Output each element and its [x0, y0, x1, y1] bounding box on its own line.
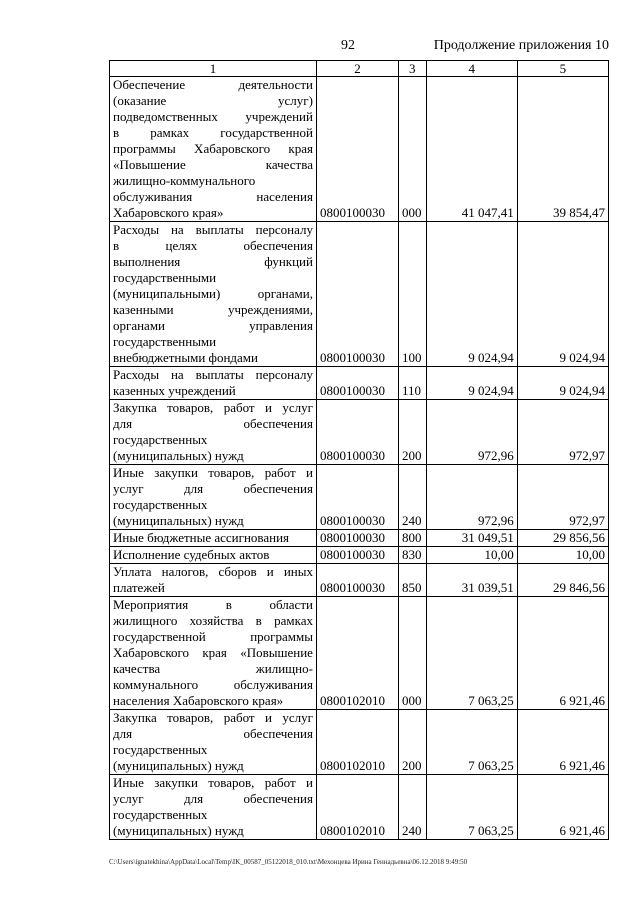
amount-cell: 6 921,46: [517, 710, 608, 775]
target-article-code-cell: 0800102010: [316, 710, 398, 775]
amount-cell: 7 063,25: [426, 710, 517, 775]
expense-name-line: государственных: [113, 742, 208, 757]
expense-type-code-cell: 800: [398, 530, 426, 547]
amount-cell: 10,00: [426, 547, 517, 564]
expense-name-line: услуг для обеспечения: [113, 481, 313, 496]
amount-cell: 972,97: [517, 400, 608, 465]
expense-type-code-cell: 100: [398, 222, 426, 367]
expense-name-line: программы Хабаровского края: [113, 141, 313, 156]
expense-name-cell: [110, 77, 317, 222]
target-article-code-cell: 0800100030: [316, 367, 398, 400]
table-row: [110, 400, 609, 465]
expense-name-line: выполнения функций: [113, 254, 313, 269]
expense-name-line: в целях обеспечения: [113, 238, 313, 253]
target-article-code-cell: 0800100030: [316, 564, 398, 597]
amount-cell: 39 854,47: [517, 77, 608, 222]
table-row: [110, 564, 609, 597]
amount-cell: 6 921,46: [517, 775, 608, 840]
expense-name-line: коммунального обслуживания: [113, 677, 313, 692]
expense-name-line: (муниципальных) нужд: [113, 513, 244, 528]
expense-name-line: органами управления: [113, 318, 313, 333]
target-article-code-cell: 0800100030: [316, 222, 398, 367]
column-header: 3: [398, 61, 426, 77]
expense-name-cell: [110, 400, 317, 465]
expense-name-line: услуг для обеспечения: [113, 791, 313, 806]
expense-type-code-cell: 240: [398, 775, 426, 840]
expense-name-line: Исполнение судебных актов: [113, 547, 270, 562]
expense-type-code-cell: 000: [398, 77, 426, 222]
expense-name-line: Хабаровского края «Повышение: [113, 645, 313, 660]
expense-name-line: «Повышение качества: [113, 157, 313, 172]
expense-name-line: для обеспечения: [113, 416, 313, 431]
target-article-code-cell: 0800100030: [316, 77, 398, 222]
expense-name-line: подведомственных учреждений: [113, 109, 313, 124]
expense-name-line: государственных: [113, 497, 208, 512]
amount-cell: 9 024,94: [517, 367, 608, 400]
table-header-row: [110, 61, 609, 77]
amount-cell: 9 024,94: [517, 222, 608, 367]
amount-cell: 972,96: [426, 465, 517, 530]
expense-name-line: государственных: [113, 807, 208, 822]
expense-name-line: государственными: [113, 334, 217, 349]
table-row: [110, 530, 609, 547]
expense-name-line: населения Хабаровского края»: [113, 693, 284, 708]
expense-name-line: Уплата налогов, сборов и иных: [113, 564, 313, 579]
expense-name-line: жилищно-коммунального: [113, 173, 256, 188]
expense-name-line: Иные бюджетные ассигнования: [113, 530, 290, 545]
expense-name-cell: [110, 710, 317, 775]
expense-name-line: Расходы на выплаты персоналу: [113, 222, 313, 237]
amount-cell: 9 024,94: [426, 367, 517, 400]
column-header: 2: [316, 61, 398, 77]
expense-name-line: казенных учреждений: [113, 383, 236, 398]
amount-cell: 6 921,46: [517, 597, 608, 710]
expense-name-line: Мероприятия в области: [113, 597, 313, 612]
column-header: 5: [517, 61, 608, 77]
expense-name-line: (оказание услуг): [113, 93, 313, 108]
amount-cell: 31 049,51: [426, 530, 517, 547]
expense-name-line: в рамках государственной: [113, 125, 313, 140]
amount-cell: 41 047,41: [426, 77, 517, 222]
expense-name-line: обслуживания населения: [113, 189, 313, 204]
table-row: [110, 775, 609, 840]
expense-name-line: Иные закупки товаров, работ и: [113, 465, 313, 480]
expense-name-line: качества жилищно-: [113, 661, 313, 676]
expense-type-code-cell: 830: [398, 547, 426, 564]
expense-name-line: Закупка товаров, работ и услуг: [113, 400, 313, 415]
expense-name-cell: [110, 465, 317, 530]
expense-name-line: государственных: [113, 432, 208, 447]
column-header: 1: [110, 61, 317, 77]
table-row: [110, 710, 609, 775]
table-row: [110, 547, 609, 564]
expense-type-code-cell: 240: [398, 465, 426, 530]
expense-name-line: (муниципальных) нужд: [113, 448, 244, 463]
amount-cell: 31 039,51: [426, 564, 517, 597]
expense-name-line: Иные закупки товаров, работ и: [113, 775, 313, 790]
amount-cell: 9 024,94: [426, 222, 517, 367]
expense-name-cell: [110, 564, 317, 597]
expense-name-line: (муниципальных) нужд: [113, 823, 244, 838]
expense-name-line: государственными: [113, 270, 217, 285]
expense-type-code-cell: 850: [398, 564, 426, 597]
expense-name-cell: [110, 547, 317, 564]
table-row: [110, 367, 609, 400]
expense-name-line: (муниципальными) органами,: [113, 286, 313, 301]
appendix-label: Продолжение приложения 10: [433, 38, 609, 53]
expense-name-line: жилищного хозяйства в рамках: [113, 613, 313, 628]
expense-name-line: Расходы на выплаты персоналу: [113, 367, 313, 382]
expense-name-line: казенными учреждениями,: [113, 302, 313, 317]
table-row: [110, 597, 609, 710]
expense-name-line: государственной программы: [113, 629, 313, 644]
column-header: 4: [426, 61, 517, 77]
amount-cell: 7 063,25: [426, 597, 517, 710]
expense-name-line: Хабаровского края»: [113, 205, 224, 220]
expense-name-line: платежей: [113, 580, 165, 595]
expense-name-line: (муниципальных) нужд: [113, 758, 244, 773]
amount-cell: 972,96: [426, 400, 517, 465]
expense-type-code-cell: 110: [398, 367, 426, 400]
target-article-code-cell: 0800100030: [316, 465, 398, 530]
budget-table: [109, 60, 609, 840]
target-article-code-cell: 0800102010: [316, 597, 398, 710]
target-article-code-cell: 0800100030: [316, 547, 398, 564]
amount-cell: 29 846,56: [517, 564, 608, 597]
amount-cell: 29 856,56: [517, 530, 608, 547]
expense-type-code-cell: 200: [398, 710, 426, 775]
target-article-code-cell: 0800100030: [316, 530, 398, 547]
expense-name-cell: [110, 775, 317, 840]
table-row: [110, 222, 609, 367]
table-row: [110, 77, 609, 222]
expense-name-line: Обеспечение деятельности: [113, 77, 313, 92]
target-article-code-cell: 0800100030: [316, 400, 398, 465]
expense-name-cell: [110, 530, 317, 547]
expense-name-cell: [110, 367, 317, 400]
expense-name-cell: [110, 222, 317, 367]
page-number: 92: [341, 38, 355, 53]
expense-name-line: для обеспечения: [113, 726, 313, 741]
expense-type-code-cell: 000: [398, 597, 426, 710]
amount-cell: 10,00: [517, 547, 608, 564]
footer-file-path: C:\Users\ignatekhina\AppData\Local\Temp\IK_00587_05122018_010.txt\Мехонцева Ирина Геннадьевна\06.12.2018 9:49:50: [109, 858, 468, 866]
amount-cell: 972,97: [517, 465, 608, 530]
table-row: [110, 465, 609, 530]
expense-type-code-cell: 200: [398, 400, 426, 465]
expense-name-line: Закупка товаров, работ и услуг: [113, 710, 313, 725]
amount-cell: 7 063,25: [426, 775, 517, 840]
target-article-code-cell: 0800102010: [316, 775, 398, 840]
expense-name-line: внебюджетными фондами: [113, 350, 258, 365]
expense-name-cell: [110, 597, 317, 710]
